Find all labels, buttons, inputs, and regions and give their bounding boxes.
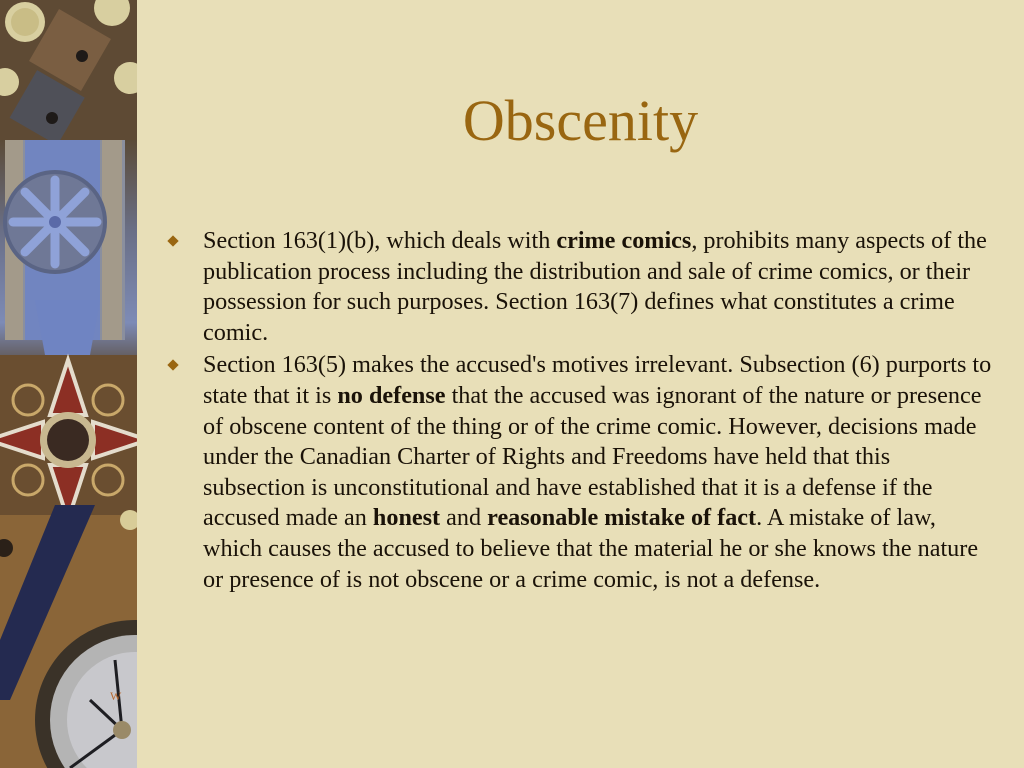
bold-term-crime-comics: crime comics (556, 227, 692, 254)
text-span: Section 163(1)(b), which deals with (203, 227, 557, 254)
bold-term-no-defense: no defense (337, 381, 446, 409)
medals-illustration-icon (0, 0, 137, 768)
decorative-medals-photo (0, 0, 137, 768)
diamond-bullet-icon (167, 235, 178, 246)
text-span: . A mistake of law, which causes the accused to believe that the material he or she knows the nature or presence of is not obscene or a crime comic, is not a defense. (203, 504, 979, 593)
bullet-item-no-defense (166, 350, 996, 595)
text-span: Section 163(5) makes the accused's motives irrelevant. Subsection (6) purports to state that it is (203, 351, 992, 409)
bold-term-honest: honest (372, 504, 441, 532)
bullet-text (203, 351, 991, 592)
text-span: and (440, 504, 488, 532)
text-span: , prohibits many aspects of the publication process including the distribution and sale of crime comics, or their possession for such purposes. Section 163(7) defines what constitutes a crime comic. (203, 227, 987, 346)
bullet-list (166, 226, 996, 595)
svg-text:W: W (110, 689, 122, 703)
bullet-text (203, 227, 987, 346)
text-span: that the accused was ignorant of the nature or presence of obscene content of the thing or of the crime comic. However, decisions made under the Canadian Charter of Rights and Freedoms have held that this subsection is unconstitutional and have established that it is a defense if the accused made an (203, 381, 982, 532)
bullet-item-crime-comics (166, 226, 996, 348)
diamond-bullet-icon (167, 360, 178, 371)
bold-term-reasonable-mistake: reasonable mistake of fact (487, 504, 757, 532)
slide-title: Obscenity (462, 88, 699, 153)
